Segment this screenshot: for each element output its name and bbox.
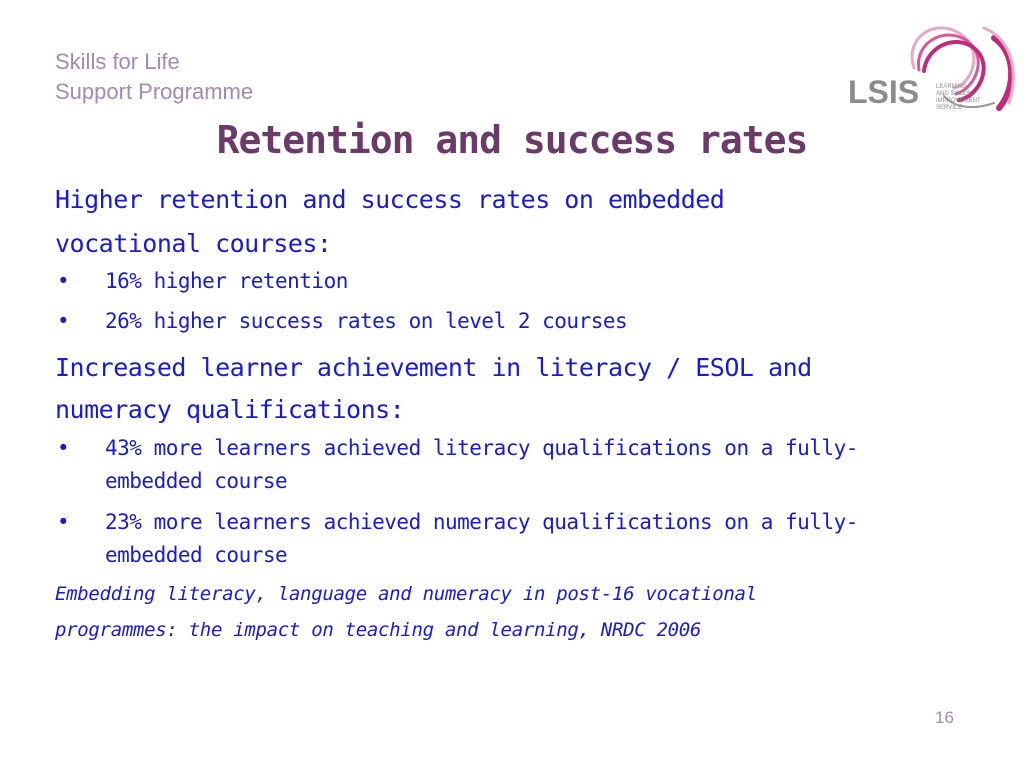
logo-tagline-1: LEARNING [936,84,967,90]
citation-line-2: programmes: the impact on teaching and learning, NRDC 2006 [55,619,702,641]
logo-wordmark: LSIS [848,74,920,110]
slide-title: Retention and success rates [216,118,808,162]
citation-line-1: Embedding literacy, language and numeracy in post-16 vocational [55,583,757,605]
header-line-2: Support Programme [55,79,254,104]
bullet-icon: • [57,269,70,293]
bullet-item [55,506,915,572]
bullet-text: 26% higher success rates on level 2 courses [105,309,628,333]
intro-line-4: numeracy qualifications: [55,395,405,424]
bullet-text: 16% higher retention [105,269,348,293]
intro-line-2: vocational courses: [55,229,332,258]
bullet-text: 23% more learners achieved numeracy qualifications on a fully-embedded course [105,510,858,567]
header-branding [55,47,253,107]
slide-body [55,178,915,648]
bullet-item [55,304,915,338]
bullet-item [55,264,915,298]
header-line-1: Skills for Life [55,49,180,74]
bullet-item [55,432,915,498]
bullet-icon: • [57,309,70,333]
logo-tagline-4: SERVICE [936,105,963,111]
intro-line-3: Increased learner achievement in literacy / ESOL and [55,353,812,382]
bullet-text: 43% more learners achieved literacy qualifications on a fully-embedded course [105,436,858,493]
logo-tagline-3: IMPROVEMENT [936,98,981,104]
intro-line-1: Higher retention and success rates on embedded [55,185,725,214]
bullet-icon: • [57,436,70,460]
lsis-logo [844,8,1020,118]
page-number: 16 [935,708,954,727]
logo-tagline-2: AND SKILLS [936,91,971,97]
bullet-icon: • [57,510,70,534]
